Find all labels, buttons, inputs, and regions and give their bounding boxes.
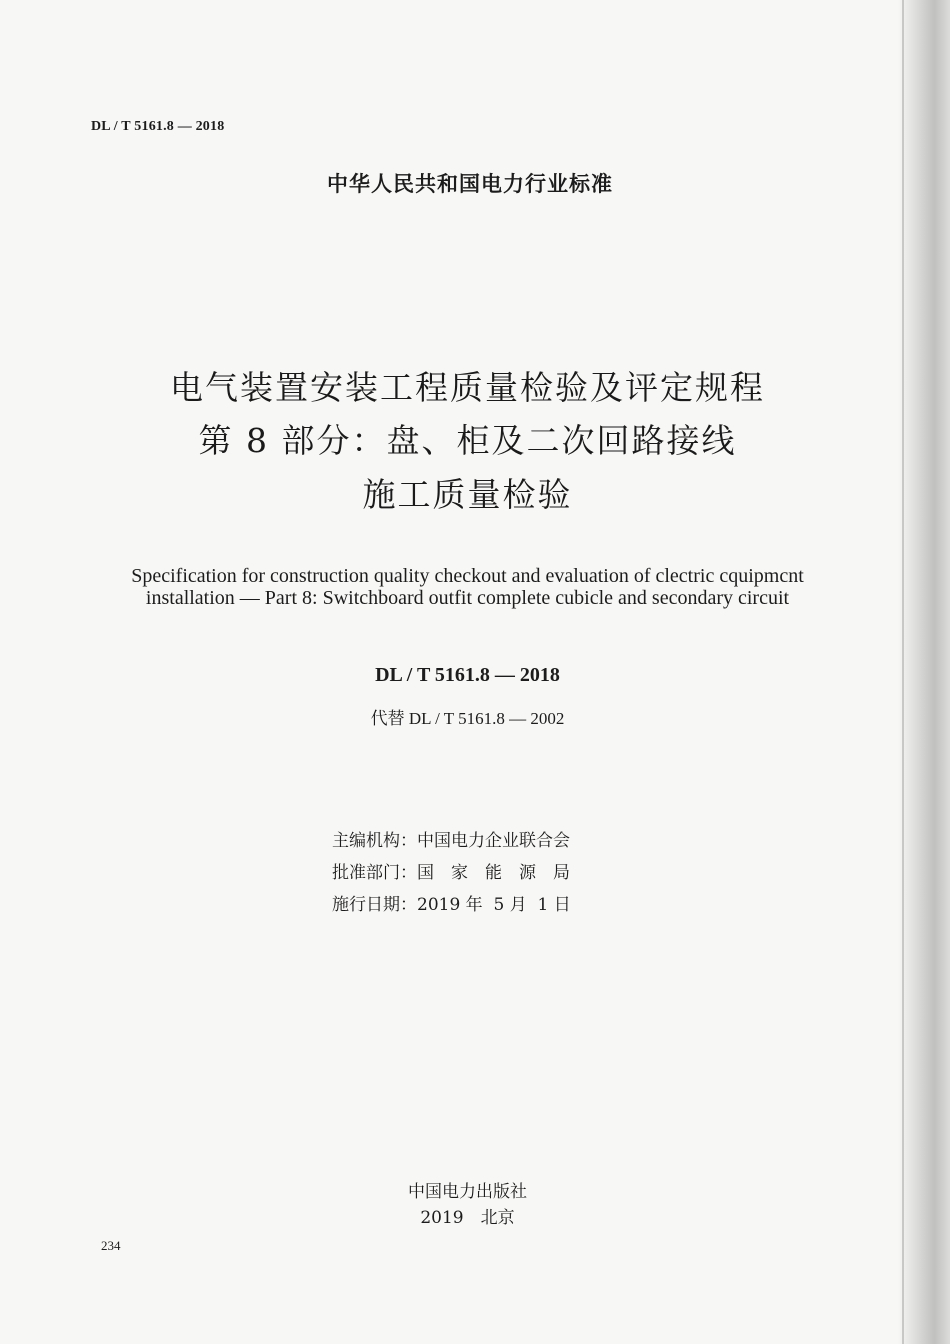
approving-department: 批准部门：国 家 能 源 局 [332,863,570,883]
title-en-line1: Specification for construction quality checkout and evaluation of clectric cquipmcnt [131,565,804,587]
replaces-code: 代替 DL / T 5161.8 — 2002 [370,709,565,728]
title-en-line2: installation — Part 8: Switchboard outfit complete cubicle and secondary circuit [145,587,790,609]
industry-standard-text: 中华人民共和国电力行业标准 [327,172,613,196]
publisher-name: 中国电力出版社 [408,1182,527,1202]
standard-code-header: DL / T 5161.8 — 2018 [91,119,225,134]
standard-code-main: DL / T 5161.8 — 2018 [375,664,560,686]
title-cn-line3: 施工质量检验 [362,475,573,514]
editor-organization: 主编机构：中国电力企业联合会 [332,831,570,851]
page-number: 234 [101,1238,121,1253]
title-cn-line2: 第 8 部分：盘、柜及二次回路接线 [198,421,737,460]
title-cn-line1: 电气装置安装工程质量检验及评定规程 [170,368,765,407]
publication-year-place: 2019 北京 [420,1208,515,1228]
industry-standard-label [0,168,950,198]
effective-date: 施行日期：2019 年 5 月 1 日 [332,895,571,915]
